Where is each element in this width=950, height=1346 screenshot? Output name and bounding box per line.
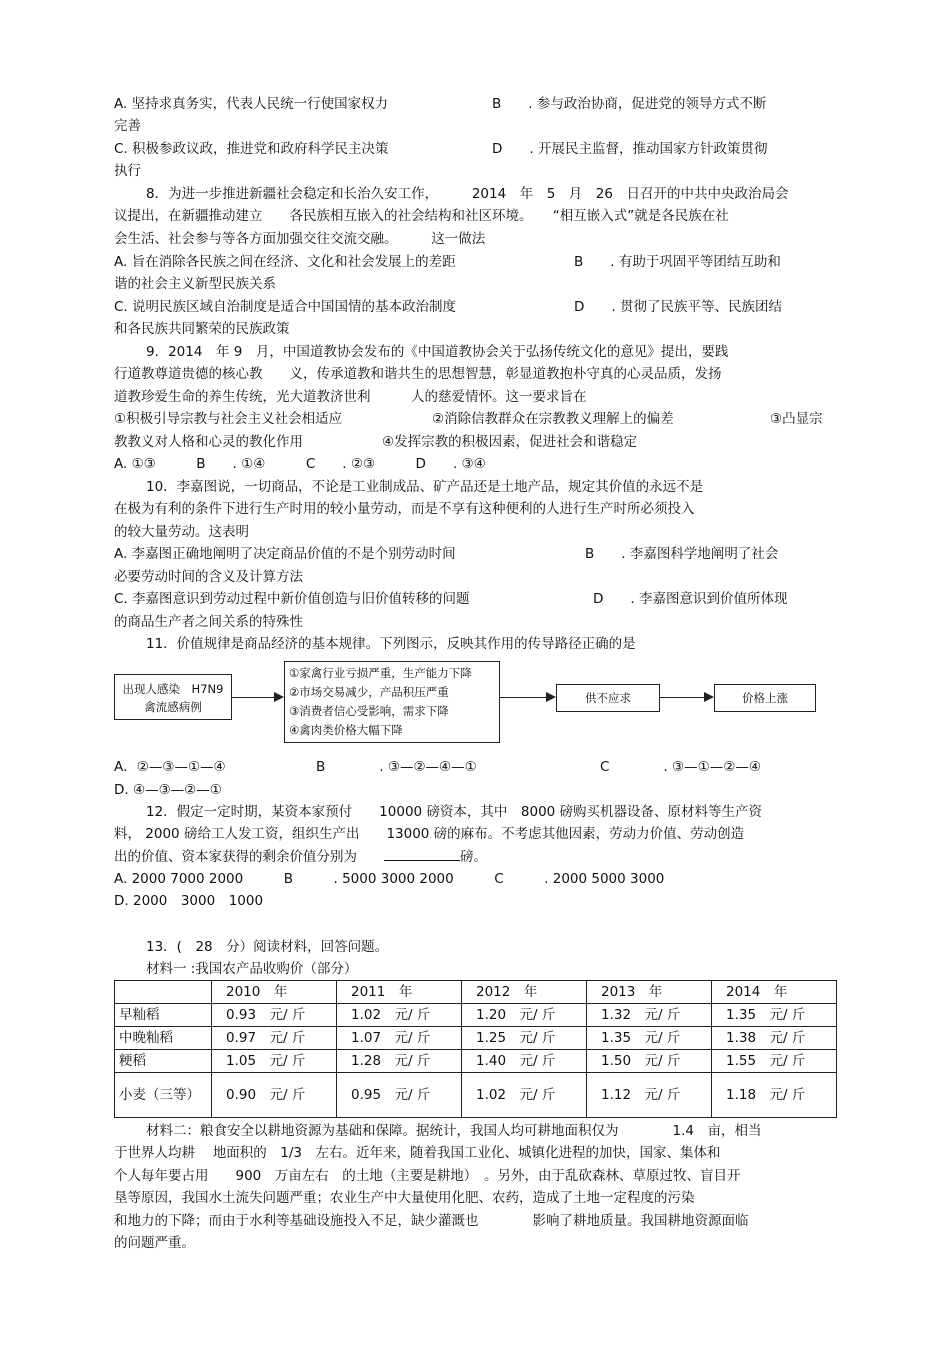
table-cell: 粳稻 (115, 1050, 212, 1073)
q8-option-d: D . 贯彻了民族平等、民族团结 (574, 299, 782, 315)
q8-option-d-cont: 和各民族共同繁荣的民族政策 (114, 321, 290, 337)
q8-stem-line1: 8．为进一步推进新疆社会稳定和长治久安工作， 2014 年 5 月 26 日召开的中共中央政治局会 (146, 186, 789, 202)
flow-arrow-2 (500, 697, 546, 698)
q13-material2-line1: 材料二：粮食安全以耕地资源为基础和保障。据统计，我国人均可耕地面积仅为 1.4 亩，相当 (146, 1123, 762, 1139)
q8-option-b-cont: 谐的社会主义新型民族关系 (114, 276, 276, 292)
table-cell: 1.02 元/ 斤 (462, 1073, 587, 1118)
q10-option-b-cont: 必要劳动时间的含义及计算方法 (114, 569, 303, 585)
table-header-cell: 2012 年 (462, 981, 587, 1004)
table-cell: 中晚籼稻 (115, 1027, 212, 1050)
table-row (115, 1073, 837, 1118)
q11-option-c: C . ③—①—②—④ (600, 759, 761, 775)
table-row (115, 1004, 837, 1027)
flow-arrowhead-3 (704, 692, 714, 702)
q11-option-b: B . ③—②—④—① (316, 759, 477, 775)
table-cell: 1.28 元/ 斤 (337, 1050, 462, 1073)
q7-option-d-cont: 执行 (114, 163, 141, 179)
q12-stem-line3-end: 磅。 (460, 849, 487, 865)
flow-box-cause (114, 674, 232, 720)
price-table (114, 980, 837, 1118)
table-cell: 1.50 元/ 斤 (587, 1050, 712, 1073)
table-cell: 0.97 元/ 斤 (212, 1027, 337, 1050)
q13-material2-line6: 的问题严重。 (114, 1235, 195, 1251)
flow-arrow-1 (232, 697, 274, 698)
flow-arrow-3 (660, 697, 704, 698)
table-cell: 1.18 元/ 斤 (712, 1073, 837, 1118)
table-row (115, 1027, 837, 1050)
q12-stem-line1: 12．假定一定时期，某资本家预付 10000 磅资本，其中 8000 磅购买机器设备、原材料等生产资 (146, 804, 763, 820)
q12-stem-line3 (114, 846, 487, 867)
q8-option-b: B . 有助于巩固平等团结互助和 (574, 254, 781, 270)
q8-option-a: A. 旨在消除各民族之间在经济、文化和社会发展上的差距 (114, 254, 456, 270)
price-table-header (115, 981, 837, 1004)
q13-material2-line3: 个人每年要占用 900 万亩左右 的土地（主要是耕地） 。另外，由于乱砍森林、草原过牧、盲目开 (114, 1168, 741, 1184)
q11-option-d: D. ④—③—②—① (114, 782, 222, 798)
q13-stem: 13．( 28 分）阅读材料，回答问题。 (146, 939, 389, 955)
table-cell: 1.25 元/ 斤 (462, 1027, 587, 1050)
flow-box-items (284, 661, 500, 743)
q13-material2-line2: 于世界人均耕 地面积的 1/3 左右。近年来，随着我国工业化、城镇化进程的加快，国家、集体和 (114, 1145, 721, 1161)
q9-stem-line2: 行道教尊道贵德的核心教 义，传承道教和谐共生的思想智慧，彰显道教抱朴守真的心灵品质，发扬 (114, 366, 722, 382)
table-cell: 1.05 元/ 斤 (212, 1050, 337, 1073)
flow-box-cause-line1: 出现人感染 H7N9 (122, 682, 224, 696)
q9-item-2: ②消除信教群众在宗教教义理解上的偏差 (432, 411, 674, 427)
table-cell: 1.02 元/ 斤 (337, 1004, 462, 1027)
q7-option-d: D . 开展民主监督，推动国家方针政策贯彻 (492, 141, 768, 157)
table-header-cell: 2013 年 (587, 981, 712, 1004)
q9-options: A. ①③ B . ①④ C . ②③ D . ③④ (114, 456, 486, 472)
q9-stem-line3: 道教珍爱生命的养生传统，光大道教济世利 人的慈爱情怀。这一要求旨在 (114, 389, 587, 405)
q8-stem-line3: 会生活、社会参与等各方面加强交往交流交融。 这一做法 (114, 231, 486, 247)
table-cell: 1.32 元/ 斤 (587, 1004, 712, 1027)
q13-material1-title: 材料一 :我国农产品收购价（部分） (146, 961, 358, 977)
flow-item-3: ③消费者信心受影响，需求下降 (289, 704, 449, 718)
q11-stem: 11．价值规律是商品经济的基本规律。下列图示，反映其作用的传导路径正确的是 (146, 636, 636, 652)
table-row (115, 1050, 837, 1073)
q10-stem-line3: 的较大量劳动。这表明 (114, 524, 249, 540)
q12-stem-line3-text: 出的价值、资本家获得的剩余价值分别为 (114, 849, 384, 865)
q9-item-3: ③凸显宗 (770, 411, 823, 427)
q8-option-c: C. 说明民族区域自治制度是适合中国国情的基本政治制度 (114, 299, 457, 315)
table-cell: 0.95 元/ 斤 (337, 1073, 462, 1118)
q13-material2-line4: 垦等原因，我国水土流失问题严重；农业生产中大量使用化肥、农药，造成了土地一定程度的污染 (114, 1190, 695, 1206)
q10-option-b: B . 李嘉图科学地阐明了社会 (585, 546, 779, 562)
q9-stem-line1: 9．2014 年 9 月，中国道教协会发布的《中国道教协会关于弘扬传统文化的意见》提出，要践 (146, 344, 729, 360)
q10-option-a: A. 李嘉图正确地阐明了决定商品价值的不是个别劳动时间 (114, 546, 456, 562)
q13-material2-line5: 和地力的下降；而由于水利等基础设施投入不足，缺少灌溉也 影响了耕地质量。我国耕地资源面临 (114, 1213, 749, 1229)
flow-item-2: ②市场交易减少，产品积压严重 (289, 685, 449, 699)
flow-box-price-up-label: 价格上涨 (742, 691, 788, 705)
q10-stem-line1: 10．李嘉图说，一切商品，不论是工业制成品、矿产品还是土地产品，规定其价值的永远不是 (146, 479, 704, 495)
table-cell: 1.40 元/ 斤 (462, 1050, 587, 1073)
flow-box-shortage-label: 供不应求 (585, 691, 631, 705)
table-cell: 0.93 元/ 斤 (212, 1004, 337, 1027)
q9-item-3-cont: 教教义对人格和心灵的教化作用 (114, 434, 303, 450)
q12-options-abc: A. 2000 7000 2000 B . 5000 3000 2000 C . 2000 5000 3000 (114, 871, 665, 887)
table-header-cell: 2014 年 (712, 981, 837, 1004)
table-cell: 早籼稻 (115, 1004, 212, 1027)
table-cell: 1.35 元/ 斤 (712, 1004, 837, 1027)
q12-stem-line2: 料， 2000 磅给工人发工资，组织生产出 13000 磅的麻布。不考虑其他因素，劳动力价值、劳动创造 (114, 826, 745, 842)
table-cell: 1.12 元/ 斤 (587, 1073, 712, 1118)
table-cell: 1.20 元/ 斤 (462, 1004, 587, 1027)
q9-item-4: ④发挥宗教的积极因素，促进社会和谐稳定 (382, 434, 638, 450)
flow-box-cause-line2: 禽流感病例 (144, 700, 202, 714)
q9-item-1: ①积极引导宗教与社会主义社会相适应 (114, 411, 343, 427)
q12-answer-blank (384, 846, 460, 861)
flow-item-4: ④禽肉类价格大幅下降 (289, 723, 403, 737)
q10-option-c: C. 李嘉图意识到劳动过程中新价值创造与旧价值转移的问题 (114, 591, 470, 607)
flow-box-shortage (556, 684, 660, 712)
q8-stem-line2: 议提出，在新疆推动建立 各民族相互嵌入的社会结构和社区环境。 “相互嵌入式”就是各民族在社 (114, 208, 729, 224)
table-cell: 小麦（三等） (115, 1073, 212, 1118)
table-cell: 0.90 元/ 斤 (212, 1073, 337, 1118)
flow-arrowhead-1 (274, 692, 284, 702)
table-cell: 1.38 元/ 斤 (712, 1027, 837, 1050)
table-cell: 1.07 元/ 斤 (337, 1027, 462, 1050)
q7-option-b-cont: 完善 (114, 118, 141, 134)
flow-item-1: ①家禽行业亏损严重，生产能力下降 (289, 666, 472, 680)
q10-option-d: D . 李嘉图意识到价值所体现 (593, 591, 788, 607)
q10-option-d-cont: 的商品生产者之间关系的特殊性 (114, 614, 303, 630)
flow-box-price-up (714, 684, 816, 712)
table-header-cell (115, 981, 212, 1004)
flow-arrowhead-2 (546, 692, 556, 702)
table-cell: 1.55 元/ 斤 (712, 1050, 837, 1073)
table-header-cell: 2010 年 (212, 981, 337, 1004)
q7-option-a: A. 坚持求真务实，代表人民统一行使国家权力 (114, 96, 389, 112)
q7-option-c: C. 积极参政议政，推进党和政府科学民主决策 (114, 141, 389, 157)
table-header-cell: 2011 年 (337, 981, 462, 1004)
q11-option-a: A．②—③—①—④ (114, 759, 226, 775)
q7-option-b: B . 参与政治协商，促进党的领导方式不断 (492, 96, 767, 112)
table-cell: 1.35 元/ 斤 (587, 1027, 712, 1050)
q10-stem-line2: 在极为有利的条件下进行生产时用的较小量劳动，而是不享有这种便利的人进行生产时所必须投入 (114, 501, 695, 517)
q12-option-d: D. 2000 3000 1000 (114, 893, 264, 909)
